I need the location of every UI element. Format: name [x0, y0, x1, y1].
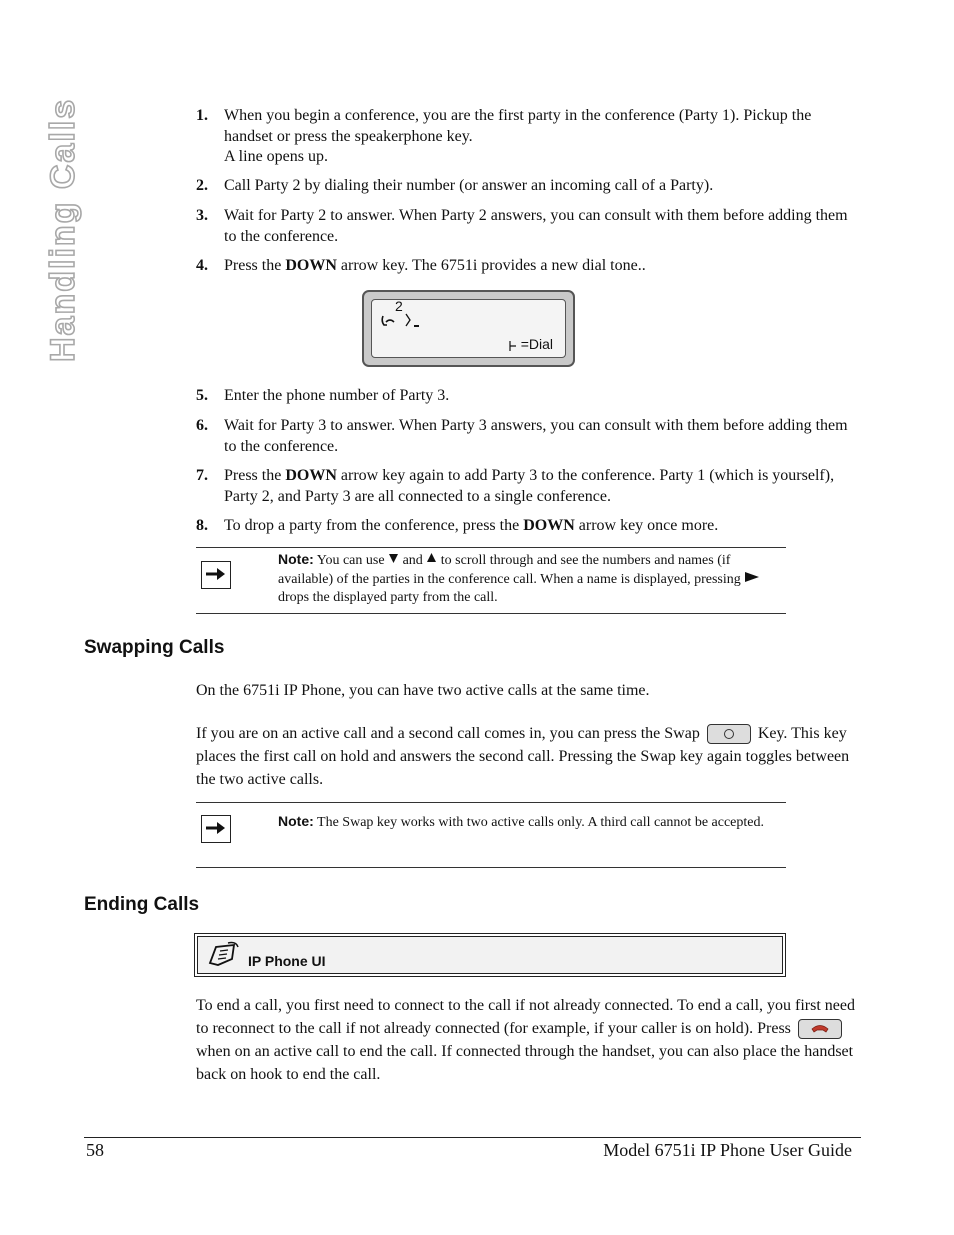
note-scroll: Note: You can use and to scroll through and see the numbers and names (if available) of the parties in the conference call. When a name is displayed, pressing drops the displayed party from the call.: [196, 547, 786, 614]
note-arrow-icon: [201, 815, 231, 843]
note-swap: Note: The Swap key works with two active calls only. A third call cannot be accepted.: [196, 802, 786, 868]
swap-key-icon: [707, 724, 751, 744]
document-title: Model 6751i IP Phone User Guide: [603, 1140, 852, 1160]
right-arrow-icon: [508, 340, 518, 352]
dial-softkey: =Dial: [520, 336, 553, 352]
side-chapter-title: Handling Calls: [44, 97, 82, 362]
display-line-number: 2: [395, 298, 403, 314]
page-number: 58: [86, 1140, 104, 1160]
footer-divider: [84, 1137, 861, 1138]
phone-display-image: [362, 290, 575, 367]
swapping-para-2: If you are on an active call and a second call comes in, you can press the Swap Key. This key places the first call on hold and answers the second call. Pressing the Swap key again toggles between the two active calls.: [196, 725, 850, 788]
swapping-para-1: On the 6751i IP Phone, you can have two active calls at the same time.: [196, 682, 650, 699]
right-arrow-icon: [744, 571, 760, 583]
note-arrow-icon: [201, 561, 231, 589]
down-arrow-icon: [388, 552, 399, 564]
goodbye-key-icon: [798, 1019, 842, 1039]
ip-phone-ui-banner: IP Phone UI: [194, 933, 786, 977]
ending-para: To end a call, you first need to connect to the call if not already connected. To end a call, you first need to reconnect to the call if not already connected (for example, if your caller is on hold). Press when on an active call to end the call. If connected through the handset, you can also place the handset back on hook to end the call.: [196, 997, 855, 1083]
phone-icon: [206, 941, 240, 969]
handset-icon: [380, 312, 424, 330]
up-arrow-icon: [426, 552, 437, 564]
section-heading-ending: Ending Calls: [84, 894, 200, 915]
section-heading-swapping: Swapping Calls: [84, 637, 225, 658]
